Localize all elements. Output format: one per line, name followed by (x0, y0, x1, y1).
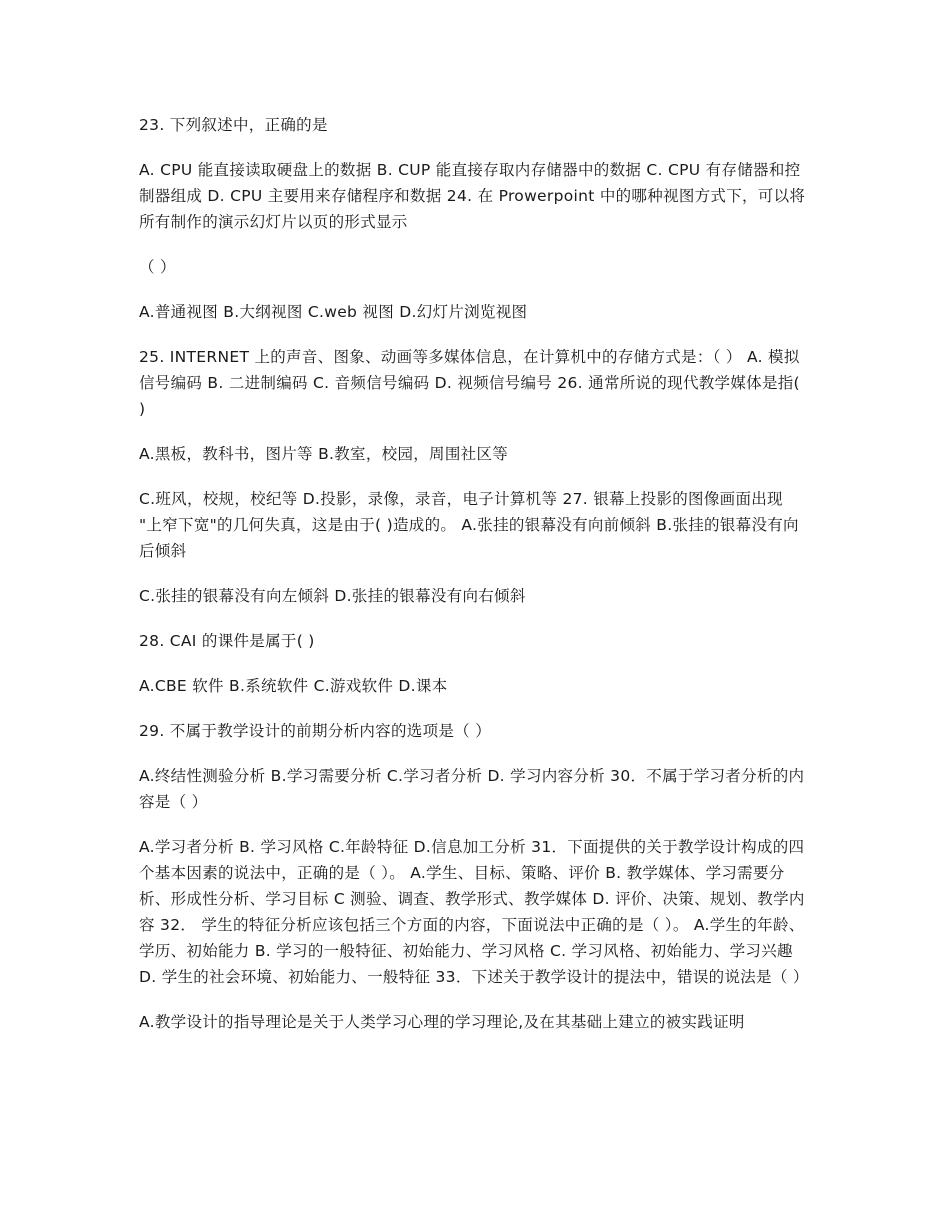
question-25-26: 25. INTERNET 上的声音、图象、动画等多媒体信息，在计算机中的存储方式是：（ ） A. 模拟信号编码 B. 二进制编码 C. 音频信号编码 D. 视频信号编号 26. 通常所说的现代教学媒体是指( ) (139, 348, 800, 418)
question-27-options-c-d: C.张挂的银幕没有向左倾斜 D.张挂的银幕没有向右倾斜 (139, 587, 526, 605)
question-29-30: A.终结性测验分析 B.学习需要分析 C.学习者分析 D. 学习内容分析 30．不属于学习者分析的内容是（ ） (139, 767, 805, 811)
question-33-option-a: A.教学设计的指导理论是关于人类学习心理的学习理论,及在其基础上建立的被实践证明 (139, 1013, 745, 1031)
question-26-27: C.班风，校规，校纪等 D.投影，录像，录音，电子计算机等 27. 银幕上投影的图像画面出现 "上窄下宽"的几何失真，这是由于( )造成的。 A.张挂的银幕没有向前倾斜 B.张挂的银幕没有向后倾斜 (139, 490, 799, 560)
question-24-blank: （ ） (139, 258, 176, 276)
question-24-options: A.普通视图 B.大纲视图 C.web 视图 D.幻灯片浏览视图 (139, 303, 528, 321)
question-28-options: A.CBE 软件 B.系统软件 C.游戏软件 D.课本 (139, 677, 448, 695)
question-23-stem: 23. 下列叙述中，正确的是 (139, 116, 328, 134)
question-28-stem: 28. CAI 的课件是属于( ) (139, 632, 315, 650)
question-23-options: A. CPU 能直接读取硬盘上的数据 B. CUP 能直接存取内存储器中的数据 C. CPU 有存储器和控制器组成 D. CPU 主要用来存储程序和数据 24. 在 Prowerpoint 中的哪种视图方式下，可以将所有制作的演示幻灯片以页的形式显示 (139, 161, 806, 231)
document-body (139, 112, 811, 1035)
question-29-stem: 29. 不属于教学设计的前期分析内容的选项是（ ） (139, 722, 492, 740)
question-26-options-a-b: A.黑板，教科书，图片等 B.教室，校园，周围社区等 (139, 445, 509, 463)
question-30-33: A.学习者分析 B. 学习风格 C.年龄特征 D.信息加工分析 31．下面提供的关于教学设计构成的四个基本因素的说法中，正确的是（ ）。 A.学生、目标、策略、评价 B. 教学媒体、学习需要分析、形成性分析、学习目标 C 测验、调查、教学形式、教学媒体 D. 评价、决策、规划、教学内容 32． 学生的特征分析应该包括三个方面的内容，下面说法中正确的是（ ）。 A.学生的年龄、学历、初始能力 B. 学习的一般特征、初始能力、学习风格 C. 学习风格、初始能力、学习兴趣 D. 学生的社会环境、初始能力、一般特征 33．下述关于教学设计的提法中，错误的说法是（ ） (139, 838, 809, 986)
